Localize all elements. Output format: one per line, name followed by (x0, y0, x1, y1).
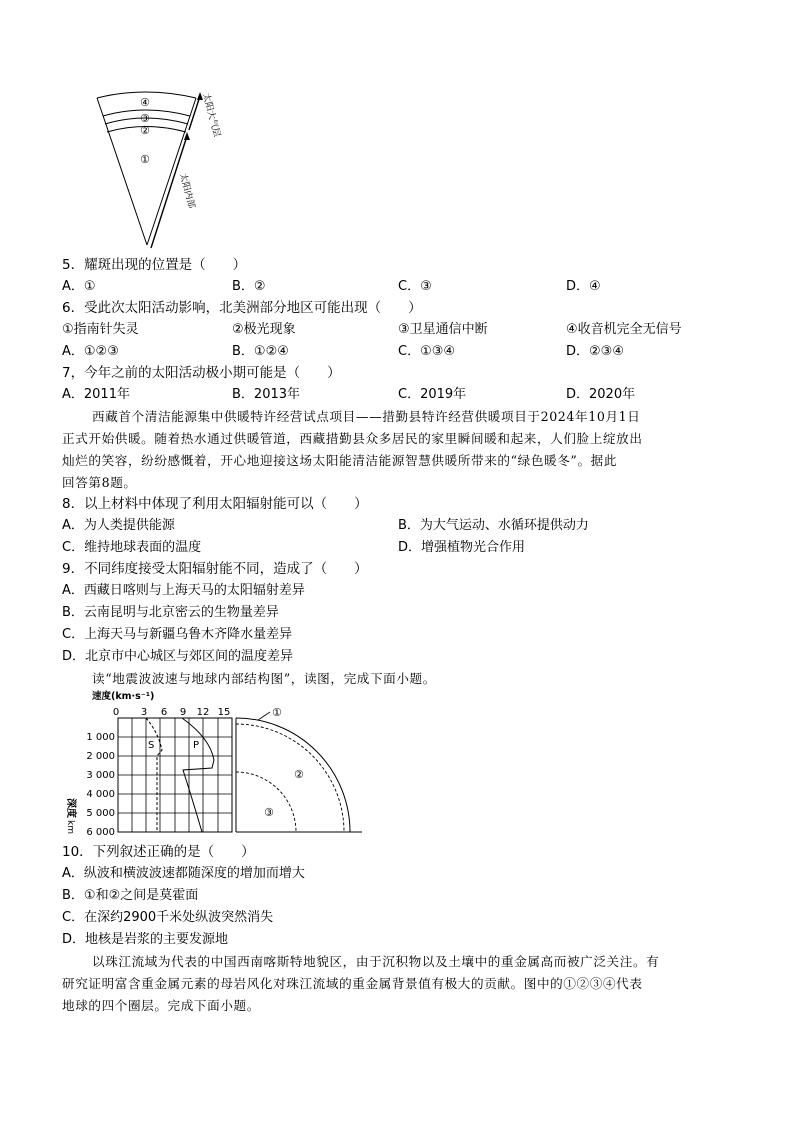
q6-item-2: ②极光现象 (232, 322, 296, 337)
q10-option-d[interactable]: D．地核是岩浆的主要发源地 (62, 932, 229, 947)
depth-unit: km (65, 820, 75, 834)
q7-option-c[interactable]: C．2019年 (398, 387, 467, 402)
q6-option-a[interactable]: A．①②③ (62, 344, 119, 359)
q5-option-b[interactable]: B．② (232, 279, 266, 294)
x-tick-6: 6 (160, 707, 168, 718)
x-tick-12: 12 (196, 707, 210, 718)
q9-option-b[interactable]: B．云南昆明与北京密云的生物量差异 (62, 605, 279, 620)
q10-option-b[interactable]: B．①和②之间是莫霍面 (62, 888, 199, 903)
layer-label-2: ② (140, 124, 150, 137)
interior-label: 太阳内部 (177, 172, 197, 210)
wave-s-label: S (148, 740, 155, 751)
q8-option-a[interactable]: A．为人类提供能源 (62, 518, 175, 533)
q6-item-3: ③卫星通信中断 (398, 322, 488, 337)
q9-option-c[interactable]: C．上海天马与新疆乌鲁木齐降水量差异 (62, 627, 293, 642)
sun-structure-figure (85, 88, 225, 253)
speed-label: 速度(km·s⁻¹) (92, 691, 155, 702)
layer-label-1: ① (140, 153, 150, 166)
q10-option-a[interactable]: A．纵波和横波波速都随深度的增加而增大 (62, 866, 305, 881)
y-tick-1000: 1 000 (86, 732, 115, 743)
layer-label-4: ④ (140, 96, 150, 109)
q8-option-c[interactable]: C．维持地球表面的温度 (62, 540, 202, 555)
q9-stem: 9．不同纬度接受太阳辐射能不同，造成了（ ） (62, 561, 368, 577)
y-tick-5000: 5 000 (86, 808, 115, 819)
y-tick-6000: 6 000 (86, 827, 115, 838)
q6-item-4: ④收音机完全无信号 (566, 322, 682, 337)
material3-line-3: 地球的四个圈层。完成下面小题。 (62, 998, 260, 1013)
q5-option-a[interactable]: A．① (62, 279, 96, 294)
x-tick-9: 9 (179, 707, 187, 718)
y-tick-4000: 4 000 (86, 789, 115, 800)
earth-layer-1: ① (272, 706, 282, 719)
q6-option-d[interactable]: D．②③④ (566, 344, 624, 359)
earth-layer-3: ③ (264, 806, 274, 819)
q7-option-b[interactable]: B．2013年 (232, 387, 301, 402)
q10-option-c[interactable]: C．在深约2900千米处纵波突然消失 (62, 910, 274, 925)
q8-stem: 8．以上材料中体现了利用太阳辐射能可以（ ） (62, 496, 368, 512)
material2-line: 读“地震波波速与地球内部结构图”，读图，完成下面小题。 (92, 671, 436, 686)
atmosphere-label: 太阳大气层 (200, 92, 222, 139)
material1-line-3: 灿烂的笑容，纷纷感慨着，开心地迎接这场太阳能清洁能源智慧供暖所带来的“绿色暖冬”。据此 (62, 453, 618, 468)
layer-label-3: ③ (140, 112, 150, 125)
q6-item-1: ①指南针失灵 (62, 322, 139, 337)
y-tick-2000: 2 000 (86, 751, 115, 762)
x-tick-15: 15 (217, 707, 231, 718)
material3-line-1: 以珠江流域为代表的中国西南喀斯特地貌区，由于沉积物以及土壤中的重金属高而被广泛关注。有 (92, 954, 660, 969)
q7-option-d[interactable]: D．2020年 (566, 387, 636, 402)
y-tick-3000: 3 000 (86, 770, 115, 781)
q5-option-c[interactable]: C．③ (398, 279, 432, 294)
q9-option-a[interactable]: A．西藏日喀则与上海天马的太阳辐射差异 (62, 583, 305, 598)
q6-stem: 6．受此次太阳活动影响，北美洲部分地区可能出现（ ） (62, 300, 422, 316)
material1-line-4: 回答第8题。 (62, 475, 137, 490)
q7-stem: 7，今年之前的太阳活动极小期可能是（ ） (62, 365, 341, 381)
seismic-wave-figure (62, 688, 362, 840)
q7-option-a[interactable]: A．2011年 (62, 387, 130, 402)
x-tick-3: 3 (140, 707, 148, 718)
x-tick-0: 0 (112, 707, 120, 718)
q6-option-b[interactable]: B．①②④ (232, 344, 289, 359)
material1-line-2: 正式开始供暖。随着热水通过供暖管道，西藏措勤县众多居民的家里瞬间暖和起来，人们脸上绽放出 (62, 431, 643, 446)
q8-option-d[interactable]: D．增强植物光合作用 (398, 540, 526, 555)
q5-stem: 5．耀斑出现的位置是（ ） (62, 257, 247, 273)
q5-option-d[interactable]: D．④ (566, 279, 601, 294)
depth-label: 深度 (65, 798, 76, 818)
material3-line-2: 研究证明富含重金属元素的母岩风化对珠江流域的重金属背景值有极大的贡献。图中的①②③④代表 (62, 976, 643, 991)
earth-layer-2: ② (294, 768, 304, 781)
q8-option-b[interactable]: B．为大气运动、水循环提供动力 (398, 518, 589, 533)
q9-option-d[interactable]: D．北京市中心城区与郊区间的温度差异 (62, 649, 294, 664)
material1-line-1: 西藏首个清洁能源集中供暖特许经营试点项目——措勤县特许经营供暖项目于2024年10月1日 (92, 409, 641, 424)
wave-p-label: P (193, 740, 200, 751)
q6-option-c[interactable]: C．①③④ (398, 344, 456, 359)
q10-stem: 10．下列叙述正确的是（ ） (62, 844, 255, 860)
